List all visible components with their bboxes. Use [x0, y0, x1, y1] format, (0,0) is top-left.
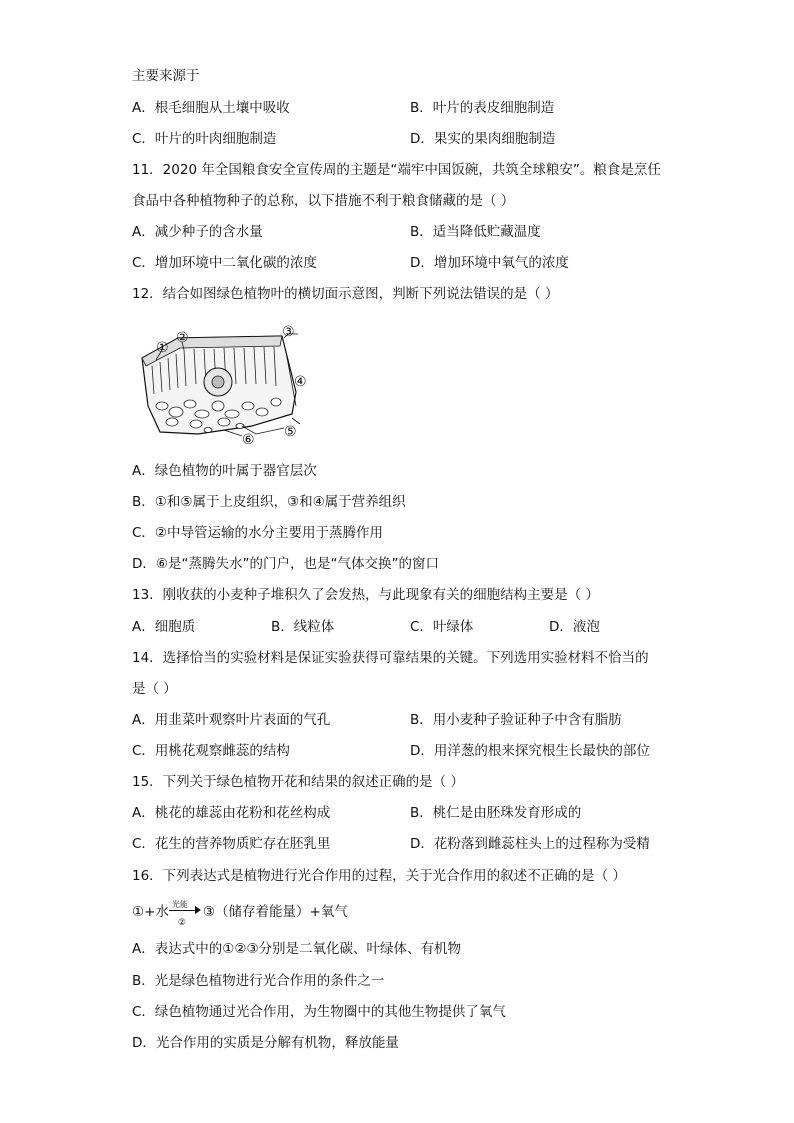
- q13-option-c: C．叶绿体: [410, 619, 474, 635]
- q10-option-d: D．果实的果肉细胞制造: [410, 131, 556, 147]
- label-6: ⑥: [242, 432, 255, 446]
- q16-stem: 16．下列表达式是植物进行光合作用的过程，关于光合作用的叙述不正确的是（ ）: [132, 868, 626, 884]
- q15-option-a: A．桃花的雄蕊由花粉和花丝构成: [132, 805, 331, 821]
- q10-option-a: A．根毛细胞从土壤中吸收: [132, 100, 290, 116]
- label-2: ②: [176, 330, 189, 346]
- formula-right: ③（储存着能量）+氧气: [202, 904, 348, 920]
- q14-stem-line2: 是（ ）: [132, 681, 177, 697]
- q15-option-c: C．花生的营养物质贮存在胚乳里: [132, 836, 331, 852]
- label-5: ⑤: [284, 424, 297, 440]
- q11-option-c: C．增加环境中二氧化碳的浓度: [132, 255, 317, 271]
- q16-option-b: B．光是绿色植物进行光合作用的条件之一: [132, 973, 385, 989]
- q10-option-c: C．叶片的叶肉细胞制造: [132, 131, 277, 147]
- q14-option-d: D．用洋葱的根来探究根生长最快的部位: [410, 743, 650, 759]
- q10-option-b: B．叶片的表皮细胞制造: [410, 100, 555, 116]
- q13-option-a: A．细胞质: [132, 619, 196, 635]
- q14-stem-line1: 14．选择恰当的实验材料是保证实验获得可靠结果的关键。下列选用实验材料不恰当的: [132, 650, 649, 666]
- q13-option-b: B．线粒体: [271, 619, 335, 635]
- arrow-site: ②: [177, 918, 186, 928]
- q12-option-c: C．②中导管运输的水分主要用于蒸腾作用: [132, 525, 384, 541]
- q11-option-a: A．减少种子的含水量: [132, 224, 263, 240]
- label-4: ④: [294, 374, 307, 390]
- q14-option-a: A．用韭菜叶观察叶片表面的气孔: [132, 712, 331, 728]
- q11-stem-line1: 11．2020 年全国粮食安全宣传周的主题是“端牢中国饭碗，共筑全球粮安”。粮食是烹任: [132, 162, 661, 178]
- q10-stem-tail: 主要来源于: [132, 68, 200, 84]
- q13-stem: 13．刚收获的小麦种子堆积久了会发热，与此现象有关的细胞结构主要是（ ）: [132, 587, 599, 603]
- label-3: ③: [282, 324, 295, 340]
- q14-option-c: C．用桃花观察雌蕊的结构: [132, 743, 290, 759]
- arrow-head-icon: [195, 906, 201, 914]
- q11-option-d: D．增加环境中氧气的浓度: [410, 255, 569, 271]
- q12-option-b: B．①和⑤属于上皮组织，③和④属于营养组织: [132, 494, 406, 510]
- q15-option-b: B．桃仁是由胚珠发育形成的: [410, 805, 582, 821]
- q15-option-d: D．花粉落到雌蕊柱头上的过程称为受精: [410, 836, 650, 852]
- label-1: ①: [156, 340, 169, 356]
- q14-option-b: B．用小麦种子验证种子中含有脂肪: [410, 712, 622, 728]
- q11-stem-line2: 食品中各种植物种子的总称，以下措施不利于粮食储藏的是（ ）: [132, 193, 515, 209]
- q12-stem: 12．结合如图绿色植物叶的横切面示意图，判断下列说法错误的是（ ）: [132, 286, 559, 302]
- leaf-cross-section-figure: [132, 322, 312, 446]
- q16-option-a: A．表达式中的①②③分别是二氧化碳、叶绿体、有机物: [132, 941, 462, 957]
- q13-option-d: D．液泡: [549, 619, 600, 635]
- photosynthesis-formula: [132, 898, 348, 932]
- q12-option-d: D．⑥是“蒸腾失水”的门户，也是“气体交换”的窗口: [132, 556, 439, 572]
- q12-option-a: A．绿色植物的叶属于器官层次: [132, 463, 317, 479]
- reaction-arrow: [169, 898, 203, 926]
- arrow-condition: 光能: [171, 900, 188, 909]
- q11-option-b: B．适当降低贮藏温度: [410, 224, 541, 240]
- q15-stem: 15．下列关于绿色植物开花和结果的叙述正确的是（ ）: [132, 774, 464, 790]
- q16-option-c: C．绿色植物通过光合作用，为生物圈中的其他生物提供了氧气: [132, 1004, 506, 1020]
- formula-left: ①+水: [132, 904, 169, 920]
- q16-option-d: D．光合作用的实质是分解有机物，释放能量: [132, 1035, 399, 1051]
